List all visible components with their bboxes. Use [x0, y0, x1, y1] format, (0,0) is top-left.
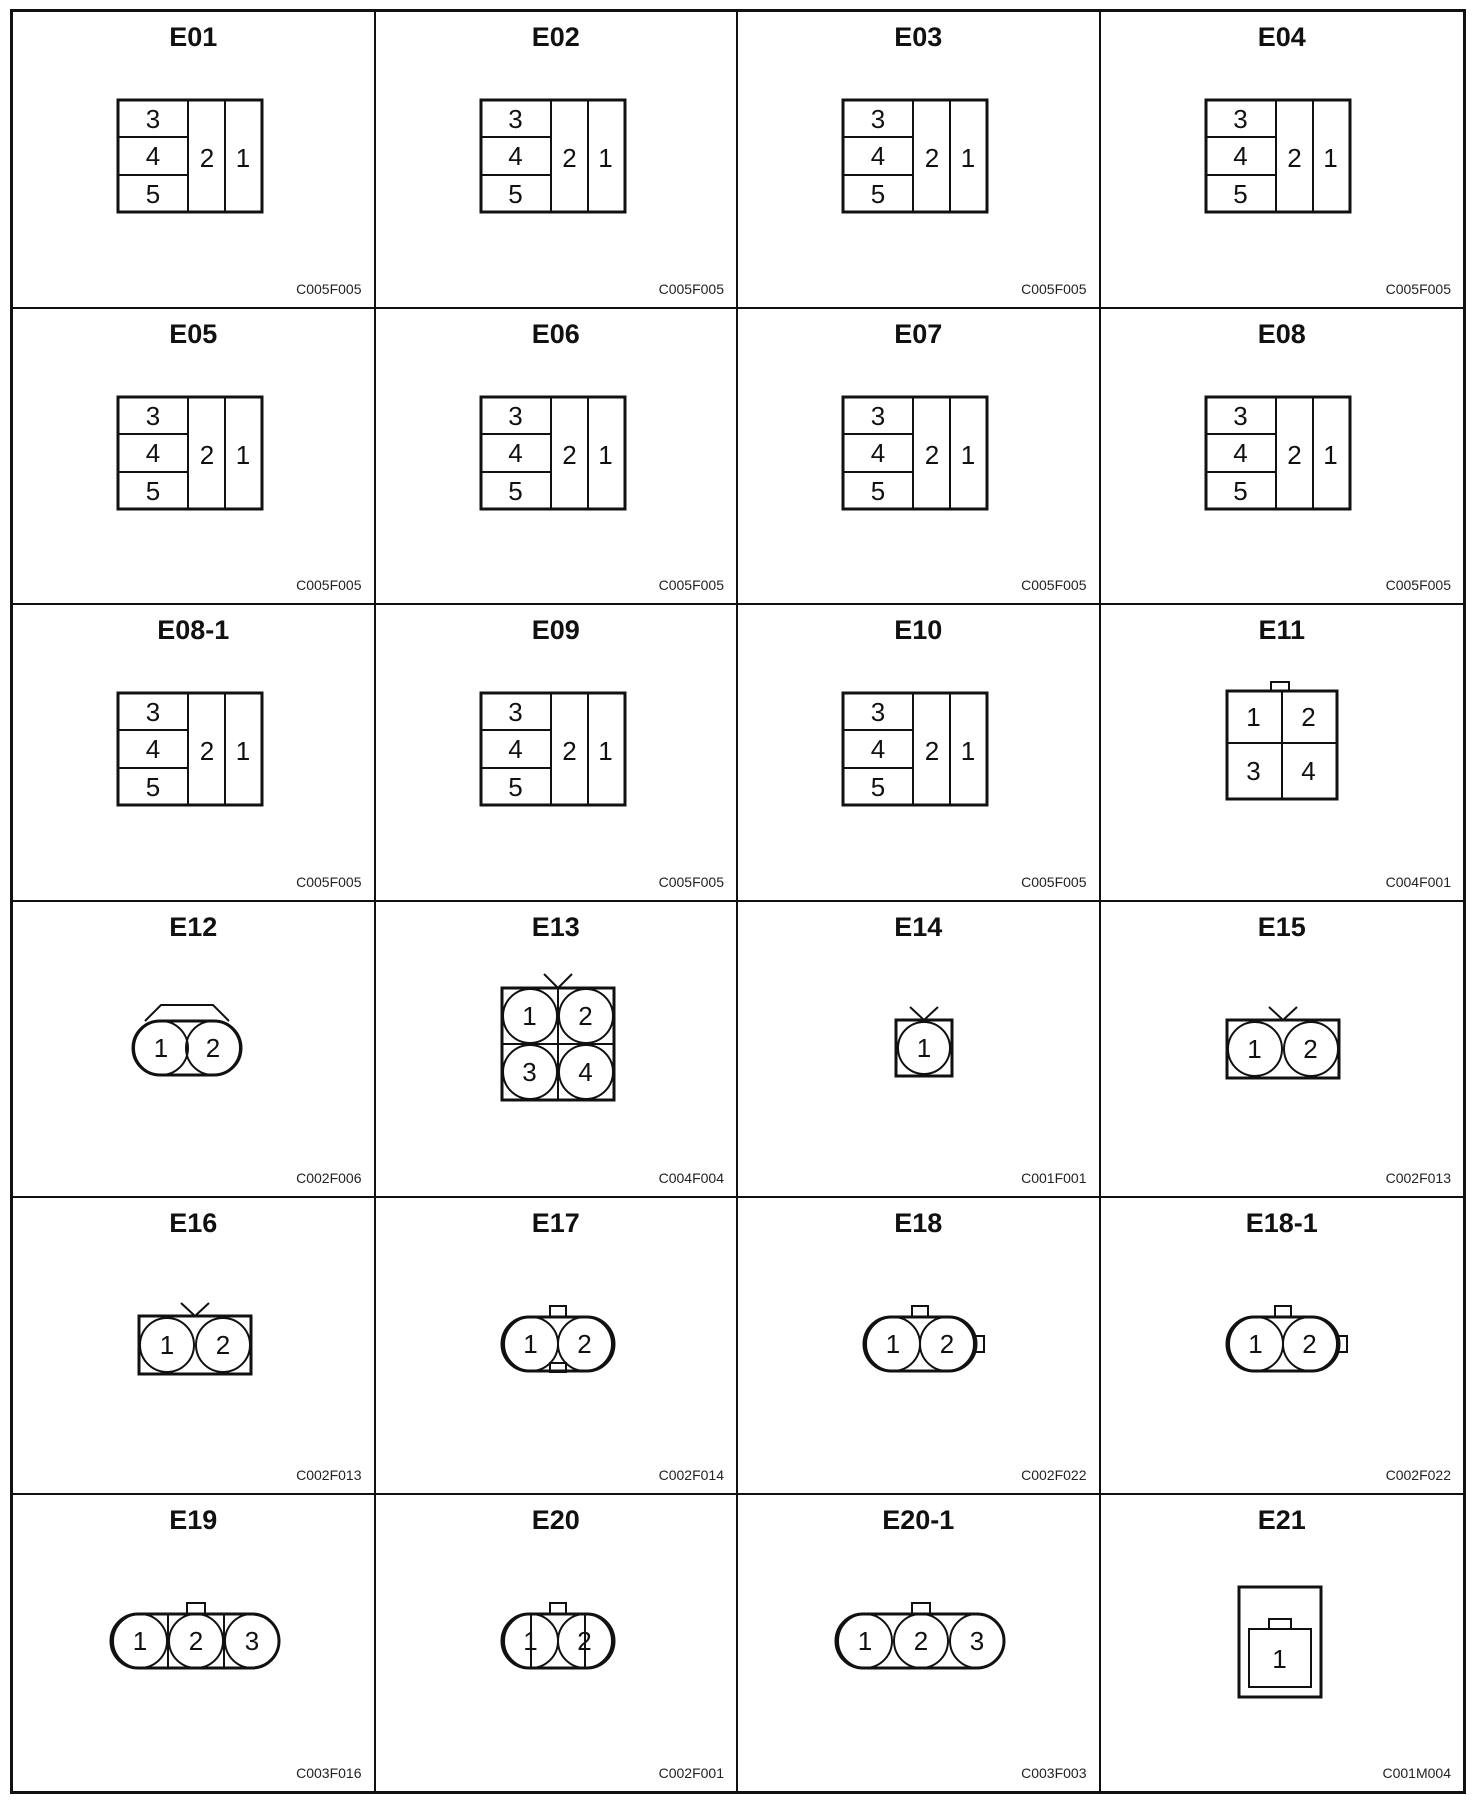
latch-tab	[1275, 1306, 1291, 1317]
latch-tab	[975, 1336, 984, 1352]
connector-title: E06	[531, 318, 580, 349]
pin-number: 5	[1233, 179, 1248, 209]
pin-number: 2	[199, 439, 215, 470]
connector-housing	[1227, 1317, 1339, 1371]
figure-code: C005F005	[1021, 280, 1087, 297]
pin-number: 4	[1301, 756, 1316, 786]
pin-number: 2	[924, 736, 940, 766]
connector-title: E01	[169, 22, 218, 52]
latch-tab	[187, 1603, 205, 1614]
figure-code: C002F014	[658, 1466, 724, 1483]
latch-tab	[550, 1306, 566, 1317]
pin-number: 4	[145, 437, 161, 468]
pin-number: 1	[1248, 1329, 1263, 1359]
pin-number: 1	[1246, 702, 1261, 732]
connector-housing	[1239, 1587, 1321, 1697]
connector-title: E08-1	[157, 615, 230, 645]
connector-title: E15	[1257, 911, 1306, 942]
pin-number: 2	[1287, 143, 1302, 173]
pin-number: 1	[235, 439, 251, 470]
connector-shape	[13, 12, 377, 309]
pin-number: 3	[969, 1625, 985, 1656]
pin-number: 1	[1323, 143, 1338, 173]
pin-number: 2	[205, 1032, 221, 1063]
connector-diagram	[376, 902, 737, 1197]
connector-cell	[1101, 309, 1464, 606]
connector-shape	[738, 12, 1102, 309]
pin-number: 4	[1233, 141, 1248, 171]
pin-number: 5	[508, 475, 523, 506]
pin-number: 1	[885, 1329, 901, 1359]
pin-number: 5	[508, 772, 523, 802]
connector-housing	[1227, 691, 1337, 799]
connector-title: E17	[531, 1208, 580, 1238]
pin-number: 2	[562, 439, 577, 470]
connector-title: E08	[1257, 318, 1306, 349]
pin-number: 5	[145, 772, 161, 802]
pin-number: 1	[1247, 1033, 1262, 1064]
connector-shape	[376, 902, 740, 1199]
connector-shape	[13, 902, 377, 1199]
figure-code: C002F013	[296, 1466, 362, 1483]
pin-number: 2	[215, 1330, 231, 1360]
figure-code: C004F001	[1385, 873, 1451, 890]
pin-number: 3	[522, 1056, 537, 1087]
connector-diagram	[738, 12, 1099, 307]
connector-title: E20-1	[882, 1504, 955, 1535]
figure-code: C005F005	[296, 577, 362, 593]
connector-title: E03	[894, 22, 943, 52]
connector-title: E14	[894, 911, 943, 942]
pin-number: 2	[1287, 439, 1302, 470]
pin-number: 5	[145, 475, 161, 506]
connector-title: E21	[1257, 1504, 1306, 1535]
connector-shape	[738, 309, 1102, 606]
pin-number: 3	[1233, 104, 1248, 134]
connector-cell	[376, 309, 739, 606]
connector-title: E16	[169, 1208, 218, 1238]
connector-diagram	[376, 12, 737, 307]
connector-title: E18	[894, 1208, 943, 1238]
pin-number: 1	[598, 439, 613, 470]
connector-cell	[1101, 605, 1464, 902]
connector-housing	[502, 988, 614, 1100]
connector-title: E13	[531, 911, 580, 942]
connector-cell	[376, 12, 739, 309]
connector-diagram	[1101, 309, 1464, 604]
figure-code: C005F005	[1385, 577, 1451, 593]
pin-number: 4	[578, 1056, 593, 1087]
latch-tab	[550, 1603, 566, 1614]
figure-code: C002F022	[1385, 1466, 1451, 1483]
pin-number: 1	[598, 736, 613, 766]
connector-title: E07	[894, 318, 943, 349]
pin-number: 2	[577, 1329, 592, 1359]
connector-cell	[1101, 12, 1464, 309]
pin-number: 2	[1303, 1033, 1318, 1064]
connector-housing	[502, 1317, 614, 1371]
connector-cell	[738, 309, 1101, 606]
figure-code: C001M004	[1382, 1765, 1451, 1781]
pin-number: 4	[508, 734, 523, 764]
pin-number: 3	[508, 697, 523, 727]
connector-title: E11	[1258, 615, 1306, 645]
connector-cell	[376, 902, 739, 1199]
connector-diagram	[1101, 1198, 1464, 1493]
connector-title: E12	[169, 911, 218, 942]
pin-number: 3	[145, 400, 161, 431]
pin-number: 2	[562, 736, 577, 766]
pin-number: 1	[235, 143, 251, 173]
connector-cell	[13, 1495, 376, 1792]
connector-cell	[738, 1198, 1101, 1495]
figure-code: C001F001	[1021, 1170, 1087, 1186]
pin-number: 4	[145, 734, 161, 764]
figure-code: C005F005	[296, 280, 362, 297]
connector-diagram	[376, 605, 737, 900]
connector-cell	[13, 605, 376, 902]
connector-shape	[738, 605, 1102, 902]
pin-number: 1	[916, 1032, 932, 1063]
figure-code: C002F022	[1021, 1466, 1087, 1483]
connector-housing	[502, 1614, 614, 1668]
pin-number: 4	[870, 141, 886, 171]
key-notch	[544, 974, 572, 988]
connector-title: E19	[169, 1504, 218, 1535]
pin-number: 2	[578, 1000, 593, 1031]
connector-shape	[1101, 309, 1465, 606]
pin-number: 1	[132, 1625, 148, 1656]
connector-diagram	[13, 1198, 374, 1493]
connector-shape	[738, 1198, 1102, 1495]
pin-number: 1	[1323, 439, 1338, 470]
connector-cell	[13, 902, 376, 1199]
figure-code: C005F005	[1385, 280, 1451, 297]
latch-tab	[1338, 1336, 1347, 1352]
connector-cell	[376, 605, 739, 902]
pin-number: 5	[1233, 475, 1248, 506]
pin-number: 3	[870, 104, 886, 134]
pin-number: 2	[199, 143, 215, 173]
pin-number: 1	[960, 439, 976, 470]
pin-number: 4	[508, 437, 523, 468]
connector-title: E18-1	[1245, 1208, 1318, 1238]
pin-number: 3	[1246, 756, 1261, 786]
connector-grid	[10, 9, 1466, 1794]
figure-code: C004F004	[658, 1170, 724, 1186]
connector-shape	[376, 309, 740, 606]
connector-housing	[133, 1021, 241, 1075]
connector-shape	[1101, 605, 1465, 902]
latch-tab	[550, 1363, 566, 1372]
pin-number: 5	[508, 179, 523, 209]
key-notch	[1269, 1007, 1297, 1020]
connector-title: E09	[531, 615, 580, 645]
pin-number: 2	[924, 143, 940, 173]
pin-number: 4	[145, 141, 161, 171]
connector-shape	[376, 605, 740, 902]
pin-number: 1	[960, 143, 976, 173]
figure-code: C002F001	[658, 1765, 724, 1781]
connector-shape	[376, 12, 740, 309]
connector-diagram	[738, 1198, 1099, 1493]
connector-shape	[13, 309, 377, 606]
pin-number: 2	[913, 1625, 929, 1656]
latch-tab	[1269, 1619, 1291, 1629]
pin-number: 1	[159, 1330, 175, 1360]
figure-code: C005F005	[1021, 873, 1087, 890]
pin-number: 2	[188, 1625, 204, 1656]
figure-code: C002F006	[296, 1170, 362, 1186]
connector-cell	[376, 1495, 739, 1792]
connector-cell	[1101, 1495, 1464, 1792]
connector-diagram	[376, 309, 737, 604]
figure-code: C003F003	[1021, 1765, 1087, 1781]
pin-number: 1	[235, 736, 251, 766]
connector-shape	[1101, 902, 1465, 1199]
pin-number: 3	[870, 400, 886, 431]
latch-tab	[912, 1603, 930, 1614]
connector-title: E05	[169, 318, 218, 349]
connector-shape	[1101, 1198, 1465, 1495]
pin-number: 2	[1301, 702, 1316, 732]
connector-cell	[738, 12, 1101, 309]
pin-number: 5	[145, 179, 161, 209]
pin-number: 3	[1233, 400, 1248, 431]
connector-title: E20	[531, 1504, 580, 1535]
pin-number: 4	[508, 141, 523, 171]
connector-shape	[13, 605, 377, 902]
connector-title: E10	[894, 615, 943, 645]
pin-number: 3	[508, 104, 523, 134]
connector-shape	[376, 1495, 740, 1792]
connector-diagram	[13, 309, 374, 604]
connector-diagram	[1101, 902, 1464, 1197]
pin-number: 1	[522, 1000, 537, 1031]
pin-number: 1	[523, 1329, 538, 1359]
connector-shape	[376, 1198, 740, 1495]
connector-shape	[13, 1198, 377, 1495]
connector-diagram	[376, 1495, 737, 1792]
pin-number: 3	[145, 104, 161, 134]
pin-number: 1	[523, 1625, 538, 1656]
connector-cell	[1101, 1198, 1464, 1495]
pin-number: 1	[598, 143, 613, 173]
connector-housing	[1227, 1020, 1339, 1078]
pin-number: 4	[870, 734, 886, 764]
key-notch	[181, 1303, 209, 1316]
connector-diagram	[738, 605, 1099, 900]
pin-number: 3	[508, 400, 523, 431]
pin-number: 1	[857, 1625, 873, 1656]
connector-housing	[139, 1316, 251, 1374]
connector-cell	[738, 1495, 1101, 1792]
pin-number: 3	[244, 1625, 260, 1656]
pin-number: 1	[153, 1032, 169, 1063]
pin-number: 3	[145, 697, 161, 727]
pin-number: 2	[924, 439, 940, 470]
pin-number: 2	[562, 143, 577, 173]
connector-cell	[738, 902, 1101, 1199]
connector-title: E02	[531, 22, 580, 52]
connector-cell	[376, 1198, 739, 1495]
latch-tab	[1271, 682, 1289, 691]
latch-guide	[145, 1005, 229, 1021]
pin-number: 5	[870, 772, 886, 802]
figure-code: C005F005	[658, 577, 724, 593]
connector-cell	[13, 1198, 376, 1495]
figure-code: C005F005	[658, 873, 724, 890]
connector-diagram	[738, 309, 1099, 604]
connector-diagram	[13, 12, 374, 307]
figure-code: C005F005	[296, 873, 362, 890]
figure-code: C005F005	[1021, 577, 1087, 593]
connector-diagram	[376, 1198, 737, 1493]
pin-number: 3	[870, 697, 886, 727]
connector-cell	[13, 309, 376, 606]
figure-code: C003F016	[296, 1765, 362, 1781]
connector-cell	[13, 12, 376, 309]
pin-number: 5	[870, 475, 886, 506]
pin-number: 2	[199, 736, 215, 766]
connector-diagram	[1101, 12, 1464, 307]
connector-diagram	[1101, 605, 1464, 900]
pin-number: 1	[1272, 1643, 1287, 1674]
connector-title: E04	[1257, 22, 1306, 52]
connector-housing	[864, 1317, 976, 1371]
pin-number: 5	[870, 179, 886, 209]
pin-number: 4	[870, 437, 886, 468]
pin-number: 2	[939, 1329, 955, 1359]
figure-code: C002F013	[1385, 1170, 1451, 1186]
pin-number: 1	[960, 736, 976, 766]
connector-cell	[1101, 902, 1464, 1199]
connector-diagram	[13, 605, 374, 900]
latch-tab	[912, 1306, 928, 1317]
pin-number: 2	[577, 1625, 592, 1656]
connector-diagram	[13, 902, 374, 1197]
figure-code: C005F005	[658, 280, 724, 297]
connector-shape	[1101, 12, 1465, 309]
key-notch	[910, 1007, 938, 1020]
connector-cell	[738, 605, 1101, 902]
pin-number: 2	[1302, 1329, 1317, 1359]
pin-number: 4	[1233, 437, 1248, 468]
